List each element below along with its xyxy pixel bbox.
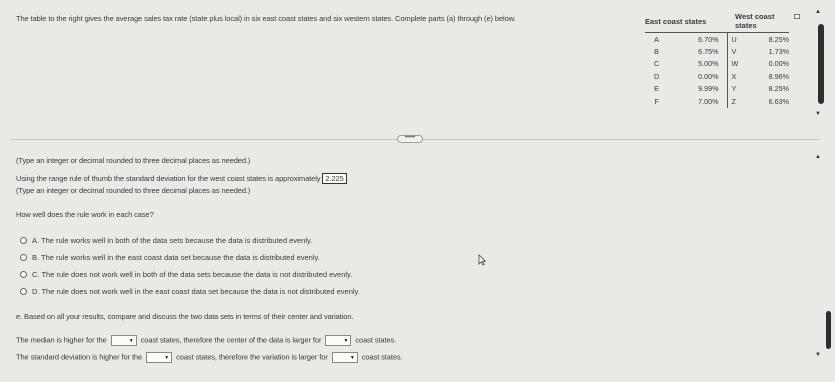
west-sd-statement xyxy=(16,173,347,184)
median-prefix: The median is higher for the xyxy=(16,335,107,345)
west-tax-value: 1.73% xyxy=(768,46,789,56)
option-a-label: A. The rule works well in both of the data sets because the data is distributed evenly. xyxy=(32,236,313,245)
radio-button[interactable] xyxy=(20,271,27,278)
scroll-down-arrow-icon[interactable]: ▼ xyxy=(815,352,821,358)
median-larger-dropdown[interactable] xyxy=(325,335,351,346)
west-state-label: V xyxy=(731,46,737,56)
sd-statement xyxy=(16,352,403,363)
problem-prompt: The table to the right gives the average sales tax rate (state plus local) in six east coast states and six western states. Complete parts (a) through (e) below. xyxy=(16,14,516,23)
west-state-label: U xyxy=(731,34,737,44)
east-state-label: A xyxy=(654,34,659,44)
chevron-down-icon: ▼ xyxy=(349,354,355,361)
east-tax-value: 7.00% xyxy=(668,95,727,108)
chevron-down-icon: ▼ xyxy=(164,354,170,361)
rounding-hint: (Type an integer or decimal rounded to three decimal places as needed.) xyxy=(16,186,251,195)
sd-suffix: coast states. xyxy=(361,352,403,362)
option-c-label: C. The rule does not work well in both of the data sets because the data is not distributed evenly. xyxy=(32,270,353,279)
option-d[interactable] xyxy=(20,287,360,296)
east-tax-value: 9.99% xyxy=(668,83,727,96)
sd-prefix: The standard deviation is higher for the xyxy=(16,352,143,362)
east-state-label: F xyxy=(654,96,659,106)
part-e-question: e. Based on all your results, compare and discuss the two data sets in terms of their center and variation. xyxy=(16,312,354,321)
table-row xyxy=(645,58,789,71)
median-suffix: coast states. xyxy=(355,335,397,345)
bottom-scrollbar-thumb[interactable] xyxy=(826,311,831,349)
radio-button[interactable] xyxy=(20,237,27,244)
west-tax-value: 8.25% xyxy=(768,34,789,44)
east-tax-value: 6.70% xyxy=(668,33,727,46)
east-state-label: B xyxy=(654,46,659,56)
west-tax-value: 6.63% xyxy=(768,96,789,106)
scroll-up-arrow-icon[interactable]: ▲ xyxy=(815,9,821,15)
sd-mid: coast states, therefore the variation is larger for xyxy=(176,352,328,362)
option-c[interactable] xyxy=(20,270,352,279)
west-tax-value: 8.96% xyxy=(768,71,789,81)
rounding-hint: (Type an integer or decimal rounded to three decimal places as needed.) xyxy=(16,156,251,165)
west-coast-header: West coast states xyxy=(727,12,789,33)
median-statement xyxy=(16,335,396,346)
option-b-label: B. The rule works well in the east coast data set because the data is distributed evenly. xyxy=(32,253,320,262)
table-row xyxy=(645,33,789,46)
median-mid: coast states, therefore the center of the data is larger for xyxy=(140,335,322,345)
table-row xyxy=(645,83,789,96)
east-state-label: D xyxy=(653,71,660,81)
table-header-row xyxy=(645,12,789,33)
data-table-pane xyxy=(0,0,835,130)
east-tax-value: 0.00% xyxy=(668,70,727,83)
east-tax-value: 6.75% xyxy=(668,45,727,58)
mouse-cursor-icon xyxy=(478,254,486,266)
option-d-label: D. The rule does not work well in the east coast data set because the data is not distributed evenly. xyxy=(32,287,360,296)
option-a[interactable] xyxy=(20,236,312,245)
scroll-down-arrow-icon[interactable]: ▼ xyxy=(815,111,821,117)
radio-button[interactable] xyxy=(20,288,27,295)
west-state-label: W xyxy=(731,59,739,69)
scroll-up-arrow-icon[interactable]: ▲ xyxy=(815,154,821,160)
rule-question: How well does the rule work in each case? xyxy=(16,210,154,219)
radio-button[interactable] xyxy=(20,254,27,261)
table-row xyxy=(645,45,789,58)
west-tax-value: 8.25% xyxy=(768,84,789,94)
pane-resize-handle[interactable]: ••••• xyxy=(397,135,423,143)
option-b[interactable] xyxy=(20,253,320,262)
east-state-label: C xyxy=(653,59,660,69)
sd-coast-dropdown[interactable] xyxy=(146,352,172,363)
east-tax-value: 5.00% xyxy=(668,58,727,71)
east-coast-header: East coast states xyxy=(645,12,727,33)
median-coast-dropdown[interactable] xyxy=(111,335,137,346)
west-state-label: Z xyxy=(731,96,736,106)
copy-table-icon[interactable] xyxy=(794,14,800,19)
sales-tax-table xyxy=(645,12,789,108)
west-state-label: X xyxy=(731,71,737,81)
table-row xyxy=(645,70,789,83)
west-tax-value: 0.00% xyxy=(768,59,789,69)
west-sd-answer-box[interactable]: 2.225 xyxy=(322,173,346,184)
chevron-down-icon: ▼ xyxy=(343,337,349,344)
chevron-down-icon: ▼ xyxy=(128,337,134,344)
east-state-label: E xyxy=(654,84,659,94)
top-scrollbar-thumb[interactable] xyxy=(818,24,824,104)
west-sd-prefix: Using the range rule of thumb the standard deviation for the west coast states is approximately xyxy=(16,174,321,183)
table-row xyxy=(645,95,789,108)
sd-larger-dropdown[interactable] xyxy=(332,352,358,363)
west-state-label: Y xyxy=(731,84,737,94)
